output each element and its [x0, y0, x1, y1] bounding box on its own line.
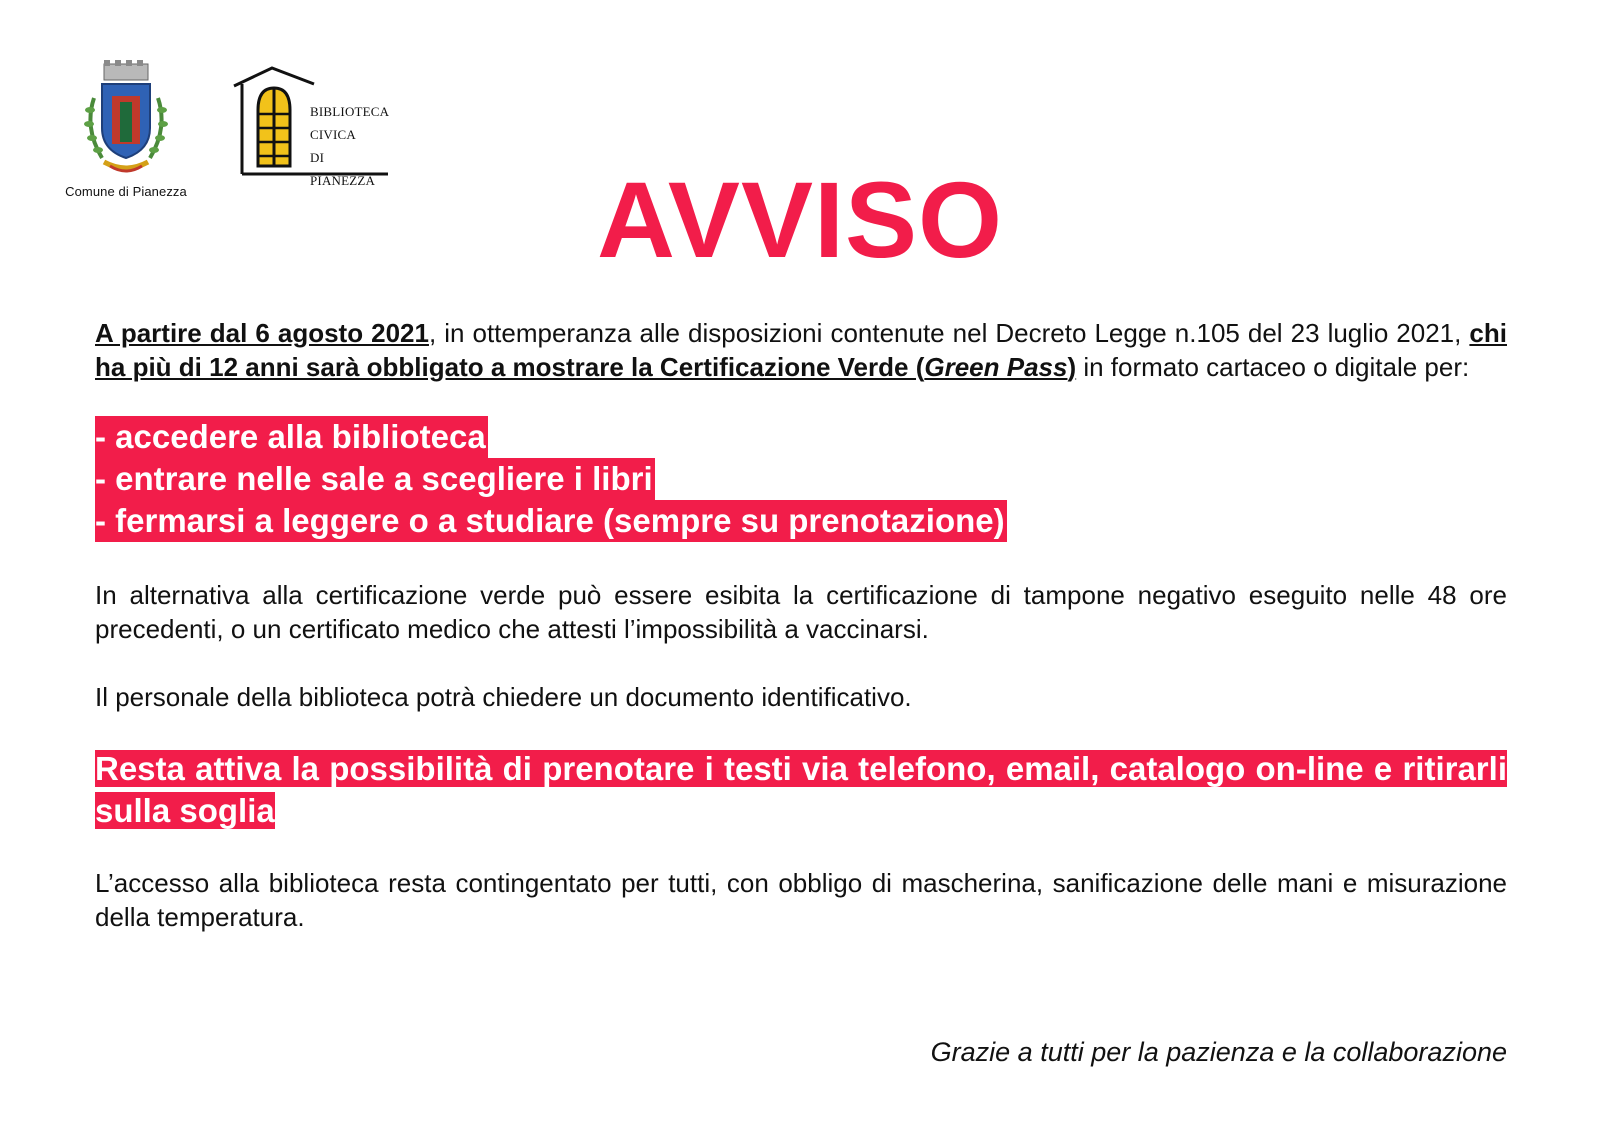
intro-text-2: in formato cartaceo o digitale per:	[1076, 352, 1470, 382]
obligation-text: chi ha più di 12 anni sarà obbligato a mostrare la Certificazione Verde (	[95, 318, 1507, 382]
booking-highlight	[95, 748, 1507, 832]
page-title: AVVISO	[596, 159, 1004, 280]
booking-highlight-text: Resta attiva la possibilità di prenotare i testi via telefono, email, catalogo on-line e ritirarli sulla soglia	[95, 750, 1507, 829]
coat-of-arms-icon	[80, 58, 172, 178]
list-item: - entrare nelle sale a scegliere i libri	[95, 458, 655, 500]
intro-paragraph	[95, 316, 1507, 384]
notice-body	[95, 316, 1507, 934]
thanks-line: Grazie a tutti per la pazienza e la collaborazione	[930, 1037, 1507, 1067]
comune-caption: Comune di Pianezza	[65, 184, 187, 199]
requirement-list	[95, 416, 1507, 542]
start-date-phrase: A partire dal 6 agosto 2021	[95, 318, 429, 348]
obligation-close: )	[1067, 352, 1077, 382]
alternative-paragraph: In alternativa alla certificazione verde può essere esibita la certificazione di tampone negativo eseguito nelle 48 ore precedenti, o un certificato medico che attesti l’impossibilità a vaccinarsi.	[95, 580, 1507, 644]
staff-paragraph: Il personale della biblioteca potrà chiedere un documento identificativo.	[95, 682, 912, 712]
list-item: - fermarsi a leggere o a studiare (sempre su prenotazione)	[95, 500, 1007, 542]
intro-text-1: , in ottemperanza alle disposizioni contenute nel Decreto Legge n.105 del 23 luglio 2021,	[428, 318, 1470, 348]
list-item: - accedere alla biblioteca	[95, 416, 488, 458]
green-pass-term: Green Pass	[924, 352, 1068, 382]
biblioteca-logo-text: BIBLIOTECA CIVICA DI PIANEZZA	[310, 104, 390, 188]
access-paragraph: L’accesso alla biblioteca resta contingentato per tutti, con obbligo di mascherina, sanificazione delle mani e misurazione della temperatura.	[95, 868, 1507, 932]
